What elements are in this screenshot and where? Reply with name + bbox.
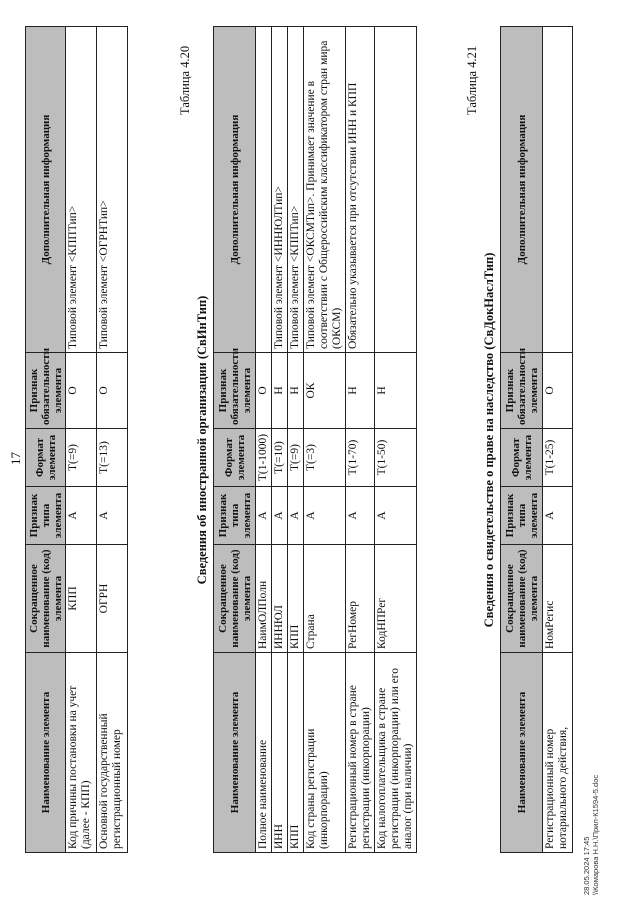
table-cell: Н	[288, 353, 304, 429]
table-cell	[256, 27, 272, 353]
table-cell	[375, 27, 417, 353]
table-header-row	[26, 27, 66, 853]
table-row	[304, 27, 346, 853]
table-cell: Обязательно указывается при отсутствии ИНН и КПП	[346, 27, 375, 353]
col-header: Дополнительная информация	[501, 27, 543, 353]
table-cell: ИННЮЛ	[272, 545, 288, 653]
table-cell: КодНПРег	[375, 545, 417, 653]
table-row	[256, 27, 272, 853]
table-top	[25, 26, 128, 853]
table-cell: КПП	[288, 545, 304, 653]
table-cell: РегНомер	[346, 545, 375, 653]
table-cell: А	[543, 487, 573, 545]
table-label: Таблица 4.20	[178, 45, 192, 115]
footer-stamp	[582, 775, 600, 895]
col-header: Признак типа элемента	[26, 487, 66, 545]
col-header: Наименование элемента	[26, 653, 66, 853]
table-row	[543, 27, 573, 853]
table-cell: О	[97, 353, 128, 429]
table-label: Таблица 4.21	[465, 45, 479, 115]
table-cell: Регистрационный номер нотариального действия,	[543, 653, 573, 853]
table-cell: Код страны регистрации (инкорпорации)	[304, 653, 346, 853]
col-header: Признак обязательности элемента	[501, 353, 543, 429]
table-cell: Н	[272, 353, 288, 429]
col-header: Признак обязательности элемента	[214, 353, 256, 429]
table-cell: ОК	[304, 353, 346, 429]
table-cell: Полное наименование	[256, 653, 272, 853]
page-number: 17	[8, 452, 23, 465]
col-header: Сокращенное наименование (код) элемента	[26, 545, 66, 653]
col-header: Признак типа элемента	[214, 487, 256, 545]
table-cell: Основной государственный регистрационный номер	[97, 653, 128, 853]
table-cell: А	[272, 487, 288, 545]
table-cell: О	[543, 353, 573, 429]
table-cell: Типовой элемент <ОКСМТип>. Принимает значение в соответствии с Общероссийским классификатором стран мира (ОКСМ)	[304, 27, 346, 353]
table-cell: А	[288, 487, 304, 545]
table-cell: Н	[346, 353, 375, 429]
col-header: Наименование элемента	[501, 653, 543, 853]
table-cell: Страна	[304, 545, 346, 653]
table-cell: T(1-70)	[346, 429, 375, 487]
table-cell: T(=10)	[272, 429, 288, 487]
table-cell: Типовой элемент <КППТип>	[288, 27, 304, 353]
table-row	[97, 27, 128, 853]
footer-date: 28.05.2024 17:45	[582, 836, 591, 895]
table-cell: Типовой элемент <ОГРНТип>	[97, 27, 128, 353]
col-header: Признак обязательности элемента	[26, 353, 66, 429]
col-header: Формат элемента	[214, 429, 256, 487]
table-caption: Сведения о свидетельстве о праве на наследство (СвДокНаслТип)	[482, 252, 496, 628]
table-cell: ОГРН	[97, 545, 128, 653]
table-cell: КПП	[66, 545, 97, 653]
col-header: Признак типа элемента	[501, 487, 543, 545]
table-cell: НомРегис	[543, 545, 573, 653]
table-cell: T(1-1000)	[256, 429, 272, 487]
table-cell: Код причины постановки на учет (далее - КПП)	[66, 653, 97, 853]
table-cell: T(1-25)	[543, 429, 573, 487]
table-cell: НаимОЛПолн	[256, 545, 272, 653]
col-header: Формат элемента	[26, 429, 66, 487]
col-header: Формат элемента	[501, 429, 543, 487]
table-cell: T(=9)	[66, 429, 97, 487]
table-cell: А	[97, 487, 128, 545]
table-row	[375, 27, 417, 853]
table-cell: А	[256, 487, 272, 545]
table-cell: T(1-50)	[375, 429, 417, 487]
footer-path: \\Комарова Н.Н.\Прил-К1594-5.doc	[591, 774, 600, 895]
col-header: Сокращенное наименование (код) элемента	[501, 545, 543, 653]
table-cell: T(=13)	[97, 429, 128, 487]
table-row	[272, 27, 288, 853]
table-cell: Н	[375, 353, 417, 429]
col-header: Дополнительная информация	[26, 27, 66, 353]
table-cell: А	[375, 487, 417, 545]
table-cell: Регистрационный номер в стране регистрации (инкорпорации)	[346, 653, 375, 853]
table-header-row	[214, 27, 256, 853]
table-cell: Типовой элемент <ИННЮЛТип>	[272, 27, 288, 353]
col-header: Дополнительная информация	[214, 27, 256, 353]
col-header: Наименование элемента	[214, 653, 256, 853]
table-cell: Типовой элемент <КППТип>	[66, 27, 97, 353]
table-cell	[543, 27, 573, 353]
col-header: Сокращенное наименование (код) элемента	[214, 545, 256, 653]
table-cell: Код налогоплательщика в стране регистрации (инкорпорации) или его аналог (при наличии)	[375, 653, 417, 853]
table-header-row	[501, 27, 543, 853]
table-caption: Сведения об иностранной организации (СвИнТип)	[195, 295, 209, 585]
table-cell: А	[346, 487, 375, 545]
table-cell: КПП	[288, 653, 304, 853]
table-4-20	[213, 26, 417, 853]
table-cell: А	[304, 487, 346, 545]
table-cell: А	[66, 487, 97, 545]
table-row	[66, 27, 97, 853]
table-cell: ИНН	[272, 653, 288, 853]
table-4-21	[500, 26, 573, 853]
table-cell: О	[256, 353, 272, 429]
table-cell: О	[66, 353, 97, 429]
table-cell: T(=9)	[288, 429, 304, 487]
table-cell: T(=3)	[304, 429, 346, 487]
table-row	[288, 27, 304, 853]
table-row	[346, 27, 375, 853]
